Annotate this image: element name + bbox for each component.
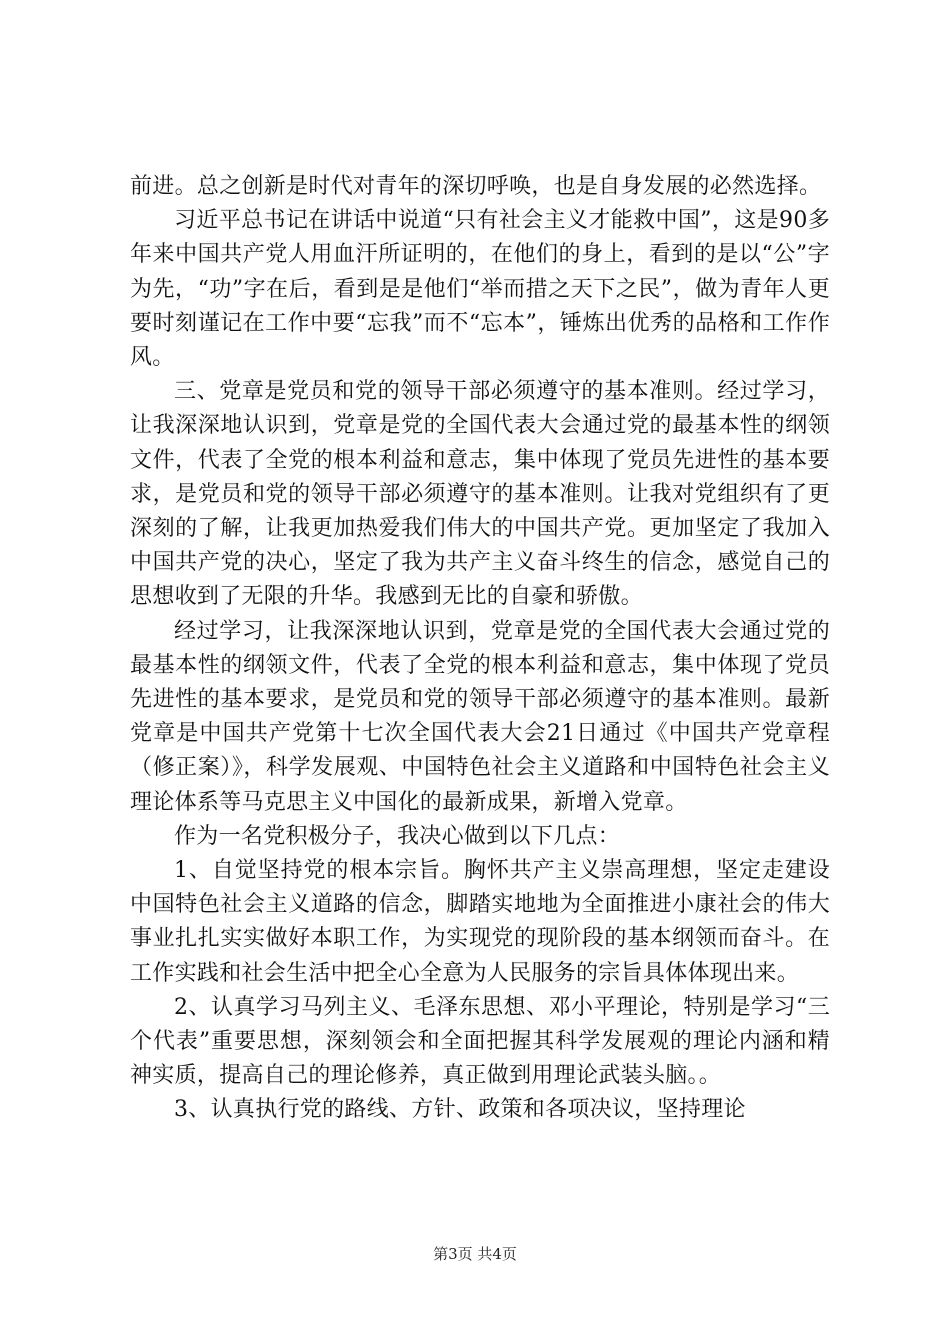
paragraph-7: 2、认真学习马列主义、毛泽东思想、邓小平理论，特别是学习“三个代表”重要思想，深刻领会和全面把握其科学发展观的理论内涵和精神实质，提高自己的理论修养，真正做到用理论武装头脑。。: [130, 994, 830, 1089]
document-body: [130, 170, 830, 1128]
paragraph-4: 经过学习，让我深深地认识到，党章是党的全国代表大会通过党的最基本性的纲领文件，代表了全党的根本利益和意志，集中体现了党员先进性的基本要求，是党员和党的领导干部必须遵守的基本准则。最新党章是中国共产党第十七次全国代表大会21日通过《中国共产党章程（修正案）》，科学发展观、中国特色社会主义道路和中国特色社会主义理论体系等马克思主义中国化的最新成果，新增入党章。: [130, 618, 830, 815]
paragraph-6: 1、自觉坚持党的根本宗旨。胸怀共产主义崇高理想，坚定走建设中国特色社会主义道路的信念，脚踏实地地为全面推进小康社会的伟大事业扎扎实实做好本职工作，为实现党的现阶段的基本纲领而奋斗。在工作实践和社会生活中把全心全意为人民服务的宗旨具体体现出来。: [130, 858, 830, 986]
page-footer: 第3页 共4页: [433, 1245, 517, 1263]
paragraph-5: 作为一名党积极分子，我决心做到以下几点：: [174, 823, 621, 849]
paragraph-8: 3、认真执行党的路线、方针、政策和各项决议，坚持理论: [174, 1097, 746, 1123]
paragraph-2: 习近平总书记在讲话中说道“只有社会主义才能救中国”，这是90多年来中国共产党人用血汗所证明的，在他们的身上，看到的是以“公”字为先，“功”字在后，看到是是他们“举而措之天下之民”，做为青年人更要时刻谨记在工作中要“忘我”而不“忘本”，锤炼出优秀的品格和工作作风。: [130, 208, 830, 371]
paragraph-3: 三、党章是党员和党的领导干部必须遵守的基本准则。经过学习，让我深深地认识到，党章是党的全国代表大会通过党的最基本性的纲领文件，代表了全党的根本利益和意志，集中体现了党员先进性的基本要求，是党员和党的领导干部必须遵守的基本准则。让我对党组织有了更深刻的了解，让我更加热爱我们伟大的中国共产党。更加坚定了我加入中国共产党的决心，坚定了我为共产主义奋斗终生的信念，感觉自己的思想收到了无限的升华。我感到无比的自豪和骄傲。: [130, 379, 830, 610]
paragraph-1: 前进。总之创新是时代对青年的深切呼唤，也是自身发展的必然选择。: [130, 174, 822, 199]
